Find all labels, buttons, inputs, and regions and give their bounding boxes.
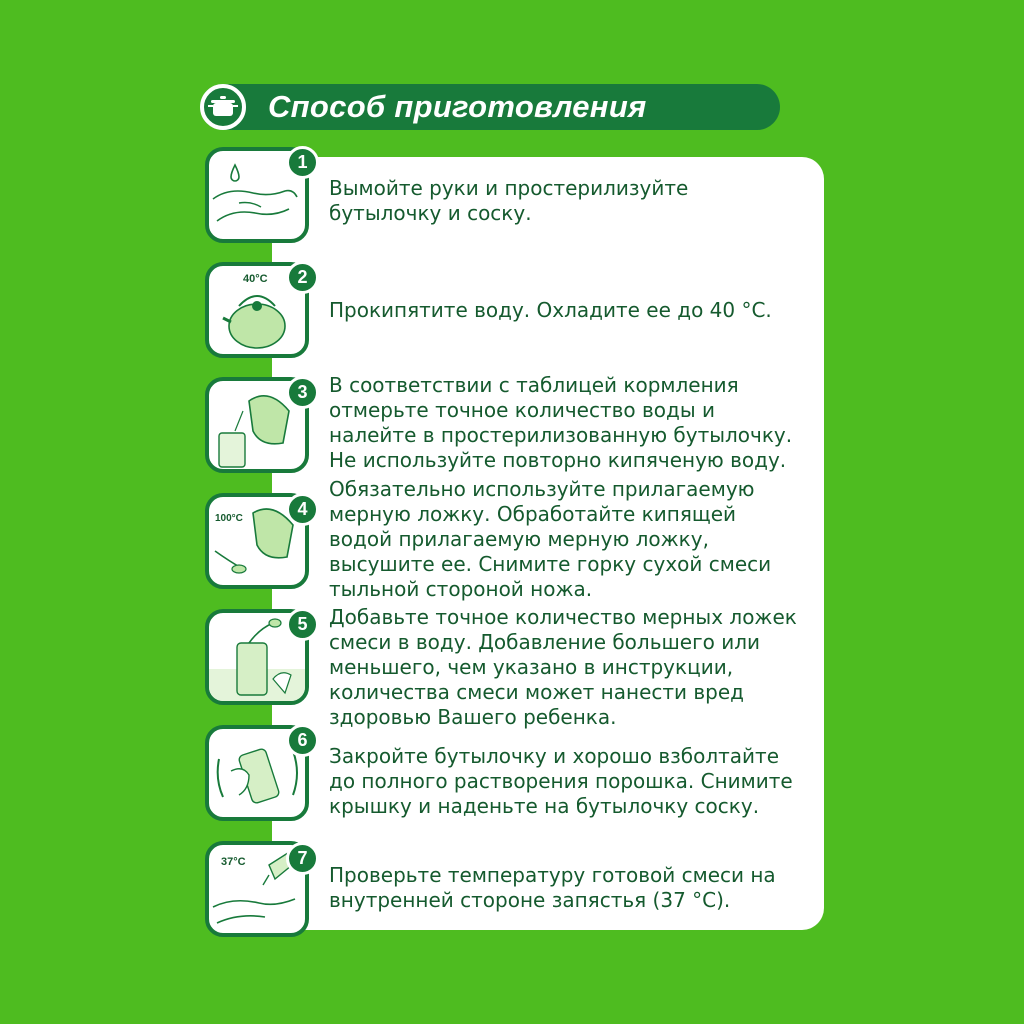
wrist-temp-label: 37°C bbox=[221, 856, 246, 868]
step-number-6: 6 bbox=[286, 724, 319, 757]
step-number-4: 4 bbox=[286, 493, 319, 526]
page-title: Способ приготовления bbox=[268, 89, 647, 124]
step-text-4: Обязательно используйте прилагаемую мерную ложку. Обработайте кипящей водой прилагаемую мерную ложку, высушите ее. Снимите горку сухой смеси тыльной стороной ножа. bbox=[329, 477, 772, 601]
step-text-2: Прокипятите воду. Охладите ее до 40 °С. bbox=[329, 298, 772, 322]
step-number-1: 1 bbox=[286, 146, 319, 179]
title-banner bbox=[200, 84, 780, 130]
step-number-3: 3 bbox=[286, 376, 319, 409]
step-number-7: 7 bbox=[286, 842, 319, 875]
step-text-5: Добавьте точное количество мерных ложек смеси в воду. Добавление большего или меньшего, чем указано в инструкции, количества смеси может нанести вред здоровью Вашего ребенка. bbox=[329, 605, 797, 729]
kettle-temp-label: 40°C bbox=[243, 273, 268, 285]
step-number-5: 5 bbox=[286, 608, 319, 641]
cooking-pot-icon bbox=[200, 84, 246, 130]
scoop-temp-label: 100°C bbox=[215, 513, 243, 524]
step-text-6: Закройте бутылочку и хорошо взболтайте до полного растворения порошка. Снимите крышку и наденьте на бутылочку соску. bbox=[329, 744, 793, 818]
step-number-2: 2 bbox=[286, 261, 319, 294]
step-text-3: В соответствии с таблицей кормления отмерьте точное количество воды и налейте в простерилизованную бутылочку. Не используйте повторно кипяченую воду. bbox=[329, 373, 793, 472]
step-text-1: Вымойте руки и простерилизуйте бутылочку и соску. bbox=[329, 176, 689, 225]
step-text-7: Проверьте температуру готовой смеси на внутренней стороне запястья (37 °С). bbox=[329, 863, 776, 912]
